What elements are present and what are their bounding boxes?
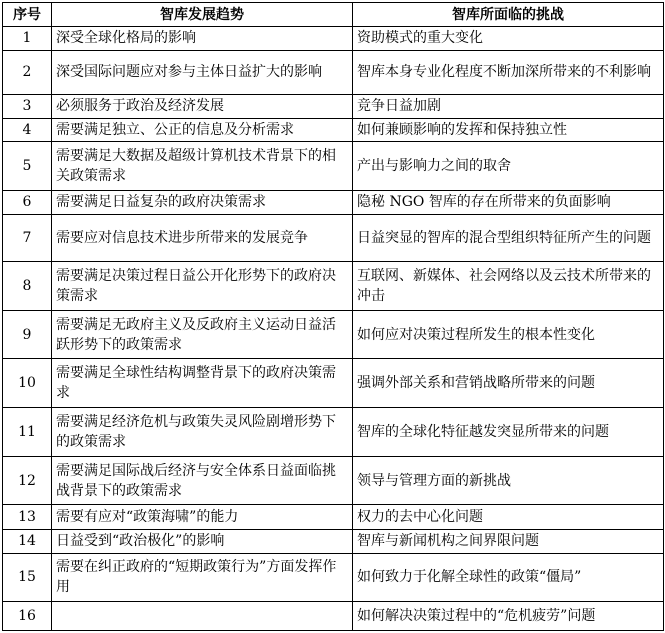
challenge-cell: 如何应对决策过程所发生的根本性变化 <box>353 310 664 358</box>
challenge-cell: 领导与管理方面的新挑战 <box>353 457 664 505</box>
challenge-cell: 如何解决决策过程中的“危机疲劳”问题 <box>353 602 664 631</box>
challenge-cell: 如何兼顾影响的发挥和保持独立性 <box>353 118 664 142</box>
trend-cell: 需要满足全球性结构调整背景下的政府决策需求 <box>52 359 353 407</box>
table-row <box>3 553 664 601</box>
table-row <box>3 359 664 407</box>
table-row <box>3 27 664 51</box>
trend-cell <box>52 602 353 631</box>
trend-cell: 需要满足国际战后经济与安全体系日益面临挑战背景下的政策需求 <box>52 457 353 505</box>
challenge-cell: 资助模式的重大变化 <box>353 27 664 51</box>
table-row <box>3 407 664 456</box>
row-index: 9 <box>3 310 52 358</box>
trend-cell: 需要在纠正政府的“短期政策行为”方面发挥作用 <box>52 553 353 601</box>
challenge-cell: 竞争日益加剧 <box>353 94 664 118</box>
header-trend: 智库发展趋势 <box>52 3 353 27</box>
header-index: 序号 <box>3 3 52 27</box>
trend-cell: 需要有应对“政策海啸”的能力 <box>52 505 353 530</box>
table-header <box>3 3 664 27</box>
trend-cell: 需要满足无政府主义及反政府主义运动日益活跃形势下的政策需求 <box>52 310 353 358</box>
trend-cell: 需要应对信息技术进步所带来的发展竞争 <box>52 215 353 261</box>
challenge-cell: 产出与影响力之间的取舍 <box>353 142 664 190</box>
table-row <box>3 50 664 94</box>
challenge-cell: 权力的去中心化问题 <box>353 505 664 530</box>
row-index: 13 <box>3 505 52 530</box>
row-index: 15 <box>3 553 52 601</box>
row-index: 8 <box>3 261 52 310</box>
challenge-cell: 如何致力于化解全球性的政策“僵局” <box>353 553 664 601</box>
trend-cell: 需要满足大数据及超级计算机技术背景下的相关政策需求 <box>52 142 353 190</box>
table-row <box>3 142 664 190</box>
table-row <box>3 261 664 310</box>
table-row <box>3 505 664 530</box>
table-row <box>3 457 664 505</box>
challenge-cell: 强调外部关系和营销战略所带来的问题 <box>353 359 664 407</box>
table-row <box>3 602 664 631</box>
trend-cell: 需要满足独立、公正的信息及分析需求 <box>52 118 353 142</box>
row-index: 6 <box>3 190 52 215</box>
table-row <box>3 118 664 142</box>
challenge-cell: 智库的全球化特征越发突显所带来的问题 <box>353 407 664 456</box>
row-index: 3 <box>3 94 52 118</box>
trend-cell: 需要满足日益复杂的政府决策需求 <box>52 190 353 215</box>
trend-cell: 深受国际问题应对参与主体日益扩大的影响 <box>52 50 353 94</box>
challenge-cell: 隐秘 NGO 智库的存在所带来的负面影响 <box>353 190 664 215</box>
table-row <box>3 94 664 118</box>
row-index: 1 <box>3 27 52 51</box>
table-body <box>3 27 664 631</box>
table-row <box>3 215 664 261</box>
table-row <box>3 310 664 358</box>
trends-challenges-table <box>2 2 664 631</box>
row-index: 4 <box>3 118 52 142</box>
header-row <box>3 3 664 27</box>
trend-cell: 日益受到“政治极化”的影响 <box>52 530 353 554</box>
row-index: 14 <box>3 530 52 554</box>
row-index: 16 <box>3 602 52 631</box>
row-index: 2 <box>3 50 52 94</box>
header-challenge: 智库所面临的挑战 <box>353 3 664 27</box>
trend-cell: 需要满足决策过程日益公开化形势下的政府决策需求 <box>52 261 353 310</box>
challenge-cell: 智库与新闻机构之间界限问题 <box>353 530 664 554</box>
row-index: 12 <box>3 457 52 505</box>
trend-cell: 需要满足经济危机与政策失灵风险剧增形势下的政策需求 <box>52 407 353 456</box>
trend-cell: 必须服务于政治及经济发展 <box>52 94 353 118</box>
row-index: 11 <box>3 407 52 456</box>
challenge-cell: 日益突显的智库的混合型组织特征所产生的问题 <box>353 215 664 261</box>
trend-cell: 深受全球化格局的影响 <box>52 27 353 51</box>
row-index: 10 <box>3 359 52 407</box>
row-index: 5 <box>3 142 52 190</box>
table-row <box>3 190 664 215</box>
row-index: 7 <box>3 215 52 261</box>
challenge-cell: 互联网、新媒体、社会网络以及云技术所带来的冲击 <box>353 261 664 310</box>
table-row <box>3 530 664 554</box>
challenge-cell: 智库本身专业化程度不断加深所带来的不利影响 <box>353 50 664 94</box>
